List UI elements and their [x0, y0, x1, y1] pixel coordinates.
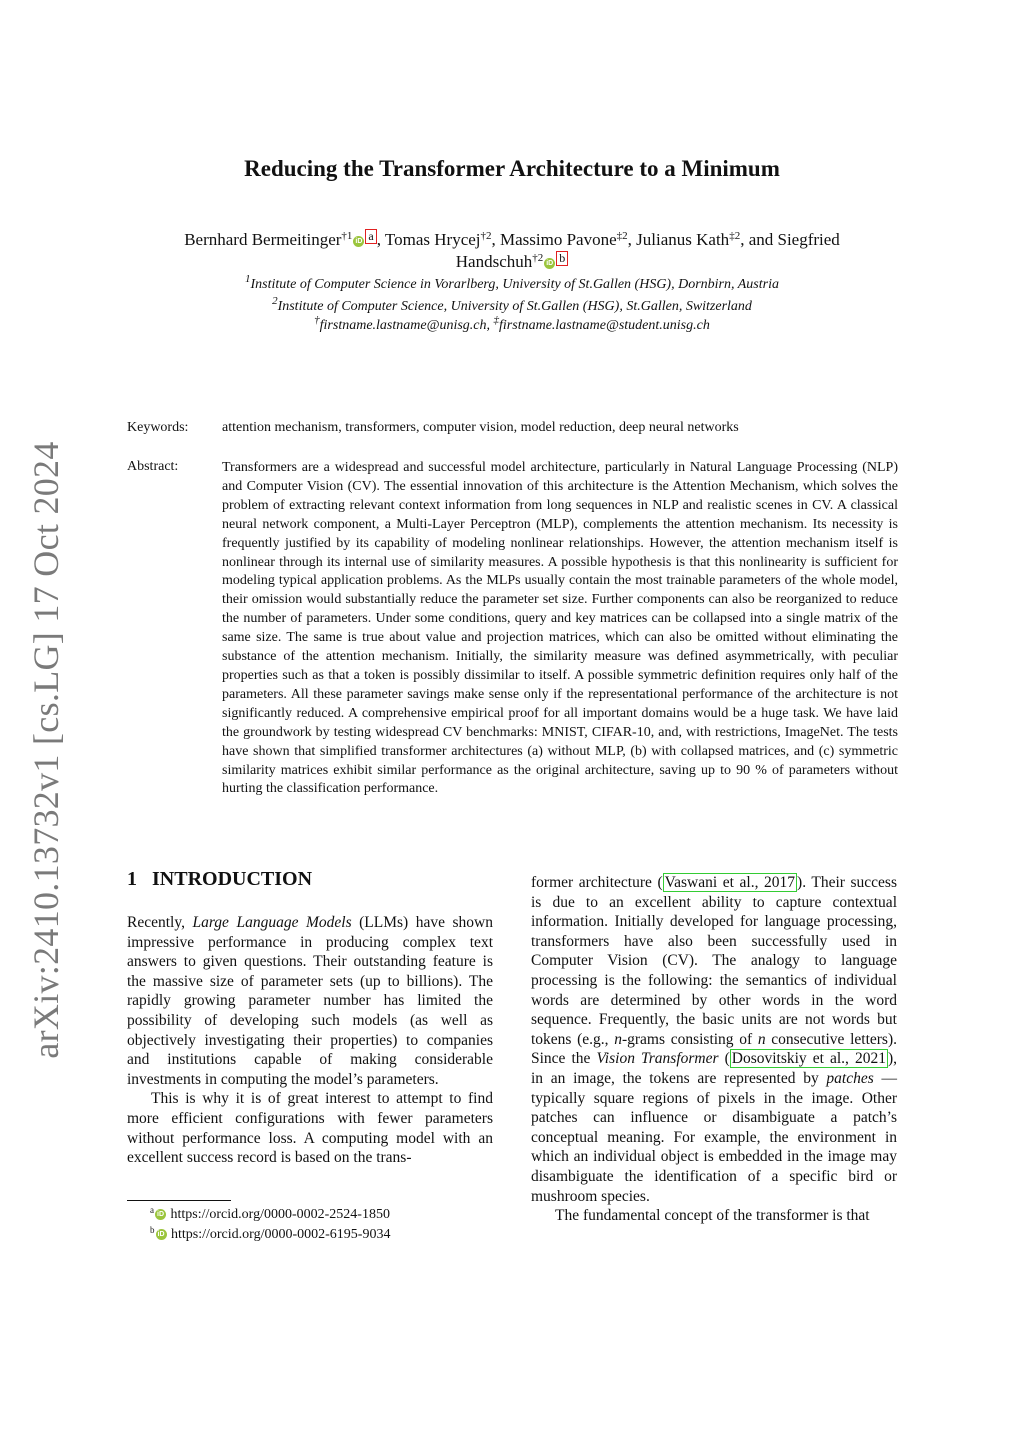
- keywords-label: Keywords:: [127, 420, 189, 435]
- orcid-icon: iD: [157, 1231, 165, 1238]
- orcid-link-b[interactable]: https://orcid.org/0000-0002-6195-9034: [171, 1227, 391, 1242]
- text-run: former architecture (: [531, 874, 663, 891]
- orcid-link-a[interactable]: https://orcid.org/0000-0002-2524-1850: [170, 1207, 390, 1222]
- footnote-rule: [127, 1200, 231, 1201]
- text-run: (LLMs) have shown impressive performance in producing complex text answers to given questions. Their outstanding feature is the massive size of parameter sets (up to billions). The rapidly growing parameter number has limited the possibility of developing such models (as well as objectively investigating their properties) to companies and institutions capable of making considerable investments in computing the model’s parameters.: [127, 914, 493, 1088]
- footnote-a: [150, 1207, 390, 1223]
- text-run: (: [718, 1050, 730, 1068]
- text-run: — typically square regions of pixels in the image. Other patches can influence or disambiguate a patch’s conceptual meaning. For example, the environment in which an individual object is embedded in the image may disambiguate the identification of a specific bird or mushroom species.: [531, 1069, 897, 1205]
- affiliation-1: [0, 273, 1024, 293]
- citation-vaswani[interactable]: Vaswani et al., 2017: [664, 874, 796, 891]
- email-2: firstname.lastname@student.unisg.ch: [499, 318, 710, 333]
- author-list: [140, 229, 884, 273]
- text-run: -grams consisting of: [621, 1030, 758, 1048]
- emphasis-vision-transformer: Vision Transformer: [596, 1050, 719, 1068]
- abstract: Transformers are a widespread and successful model architecture, particularly in Natural Language Processing (NLP) and Computer Vision (CV). The essential innovation of this architecture is the Attention Mechanism, which solves the problem of extracting relevant context information from long sequences in NLP and realistic scenes in CV. A classical neural network component, a Multi-Layer Perceptron (MLP), complements the attention mechanism. Its necessity is frequently justified by its capability of modeling nonlinear relationships. However, the attention mechanism itself is nonlinear through its internal use of similarity measures. A possible hypothesis is that this nonlinearity is sufficient for modeling typical application problems. As the MLPs usually contain the most trainable parameters of the whole model, their omission would substantially reduce the parameter set size. Further components can also be reorganized to reduce the number of parameters. Under some conditions, query and key matrices can be collapsed into a single matrix of the same size. The same is true about value and projection matrices, which can also be omitted without eliminating the substance of the attention mechanism. Initially, the similarity measure was defined asymmetrically, with peculiar properties such as that a token is possibly dissimilar to itself. A possible symmetric definition requires only half of the parameters. All these parameter savings make sense only if the representational performance of the architecture is not significantly reduced. A comprehensive empirical proof for all important domains would be a huge task. We have laid the groundwork by testing widespread CV benchmarks: MNIST, CIFAR-10, and, with restrictions, ImageNet. The tests have shown that simplified transformer architectures (a) without MLP, (b) with collapsed matrices, and (c) symmetric similarity matrices exhibit similar performance as the original architecture, saving up to 90 % of parameters without hurting the classification performance.: [222, 460, 898, 797]
- right-column: [531, 873, 897, 1226]
- email-line: [0, 314, 1024, 334]
- section-number: 1: [127, 868, 137, 890]
- author-3: , Massimo Pavone: [491, 230, 617, 249]
- abstract-label: Abstract:: [127, 459, 179, 474]
- intro-paragraph-2: This is why it is of great interest to attempt to find more efficient configurations with fewer parameters without performance loss. A computing model with an excellent success record is based on the trans-: [127, 1090, 493, 1167]
- footnote-b: [150, 1227, 390, 1243]
- intro-paragraph-1: [127, 913, 493, 1089]
- keywords: attention mechanism, transformers, computer vision, model reduction, deep neural networks: [222, 420, 739, 435]
- text-run: Recently,: [127, 914, 193, 931]
- author-5-marks: †2: [532, 252, 544, 264]
- affiliation-2: [0, 295, 1024, 315]
- citation-dosovitskiy[interactable]: Dosovitskiy et al., 2021: [731, 1050, 886, 1068]
- intro-paragraph-3: [531, 873, 897, 1206]
- text-run: consecutive letters). Since the: [531, 1030, 897, 1068]
- author-1-marks: †1: [341, 230, 353, 242]
- arxiv-id: arXiv:2410.13732v1 [cs.LG] 17 Oct 2024: [26, 441, 66, 1059]
- text-run: ), in an image, the tokens are represented by: [531, 1050, 897, 1087]
- author-4: , Julianus Kath: [627, 230, 730, 249]
- emphasis-n: n: [757, 1030, 766, 1048]
- author-2-marks: †2: [480, 230, 492, 242]
- footnote-link-b[interactable]: b: [556, 251, 568, 266]
- author-5: Handschuh: [455, 252, 533, 271]
- footnote-a-mark: a: [150, 1205, 154, 1215]
- affiliation-2-text: Institute of Computer Science, University of St.Gallen (HSG), St.Gallen, Switzerland: [277, 299, 752, 314]
- author-3-marks: ‡2: [616, 230, 628, 242]
- orcid-icon[interactable]: iD: [355, 238, 363, 245]
- footnote-link-a[interactable]: a: [365, 229, 376, 244]
- left-column: [127, 913, 493, 1168]
- affiliation-1-text: Institute of Computer Science in Vorarlberg, University of St.Gallen (HSG), Dornbirn, Austria: [250, 277, 779, 292]
- section-title: INTRODUCTION: [152, 868, 313, 890]
- orcid-icon: iD: [157, 1211, 164, 1218]
- text-run: ). Their success is due to an excellent ability to capture contextual information. Initially developed for language processing, transformers have also been successfully used in Computer Vision (CV). The analogy to language processing is the following: the semantics of individual words are determined by other words in the word sequence. Frequently, the basic units are not words but tokens (e.g.,: [531, 874, 897, 1048]
- arxiv-sidebar-stamp: [16, 441, 76, 1059]
- footnote-b-mark: b: [150, 1225, 155, 1235]
- intro-paragraph-4: The fundamental concept of the transformer is that: [555, 1207, 870, 1225]
- author-2: , Tomas Hrycej: [376, 230, 481, 249]
- emphasis-llm: Large Language Models: [192, 914, 352, 931]
- author-5-lead: , and Siegfried: [740, 230, 840, 249]
- paper-title: Reducing the Transformer Architecture to a Minimum: [244, 156, 780, 181]
- emphasis-n: n: [614, 1030, 622, 1048]
- affiliation-2-num: 2: [272, 295, 278, 307]
- emphasis-patches: patches: [826, 1069, 874, 1087]
- email-mark-2: ‡: [493, 314, 500, 326]
- author-4-marks: ‡2: [729, 230, 741, 242]
- affiliation-1-num: 1: [245, 273, 251, 285]
- author-1: Bernhard Bermeitinger: [184, 230, 342, 249]
- email-mark-1: †: [314, 314, 320, 326]
- section-heading: [127, 868, 312, 891]
- email-1: firstname.lastname@unisg.ch,: [319, 318, 494, 333]
- orcid-icon[interactable]: iD: [546, 260, 554, 267]
